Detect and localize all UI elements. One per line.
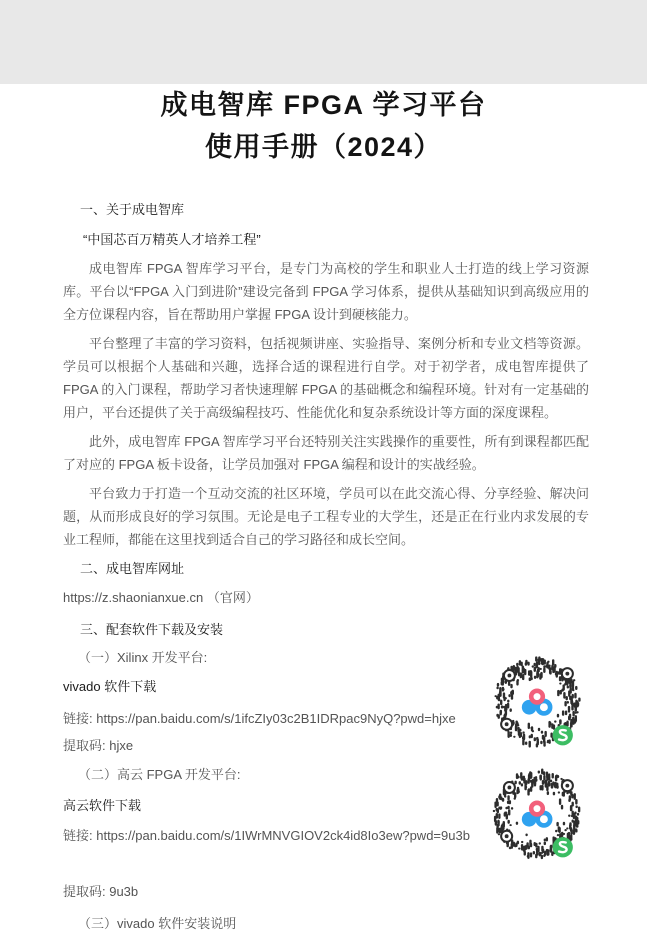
- paragraph-practice: 此外，成电智库 FPGA 智库学习平台还特别关注实践操作的重要性，所有到课程都匹配了对应的 FPGA 板卡设备，让学员加强对 FPGA 编程和设计的实战经验。: [63, 434, 589, 472]
- baidu-pan-qr-vivado: [491, 658, 583, 750]
- heading-software: 三、配套软件下载及安装: [80, 622, 224, 637]
- doc-title-line1: 成电智库 FPGA 学习平台: [160, 90, 487, 120]
- document-page: [0, 84, 647, 937]
- vivado-extract-code: 提取码: hjxe: [63, 738, 134, 753]
- baidu-pan-qr-gowin: [491, 770, 583, 862]
- doc-title: [0, 84, 647, 168]
- item-gowin-platform: （二）高云 FPGA 开发平台:: [78, 767, 241, 782]
- vivado-download-link[interactable]: 链接: https://pan.baidu.com/s/1ifcZIy03c2B1IDRpac9NyQ?pwd=hjxe: [63, 711, 456, 726]
- slogan-line: “中国芯百万精英人才培养工程”: [83, 232, 261, 247]
- paragraph-community: 平台致力于打造一个互动交流的社区环境，学员可以在此交流心得、分享经验、解决问题，从而形成良好的学习氛围。无论是电子工程专业的大学生，还是正在行业内求发展的专业工程师，都能在这里找到适合自己的学习路径和成长空间。: [63, 486, 589, 547]
- share-badge-icon: [553, 837, 573, 857]
- heading-about: 一、关于成电智库: [80, 202, 185, 217]
- gowin-download-link[interactable]: 链接: https://pan.baidu.com/s/1IWrMNVGIOV2ck4id8Io3ew?pwd=9u3b: [63, 828, 470, 843]
- share-badge-icon: [553, 725, 573, 745]
- qr-position-marker-icon: [501, 831, 512, 842]
- vivado-download-title: vivado 软件下载: [63, 679, 157, 694]
- paragraph-intro: 成电智库 FPGA 智库学习平台，是专门为高校的学生和职业人士打造的线上学习资源库。平台以“FPGA 入门到进阶”建设完备到 FPGA 学习体系，提供从基础知识到高级应用的全方位课程内容，旨在帮助用户掌握 FPGA 设计到硬核能力。: [63, 261, 589, 322]
- qr-position-marker-icon: [504, 782, 515, 793]
- official-site-link[interactable]: https://z.shaonianxue.cn （官网）: [63, 590, 259, 605]
- heading-website: 二、成电智库网址: [80, 561, 185, 576]
- gowin-extract-code: 提取码: 9u3b: [63, 884, 139, 899]
- paragraph-resources: 平台整理了丰富的学习资料，包括视频讲座、实验指导、案例分析和专业文档等资源。学员可以根据个人基础和兴趣，选择合适的课程进行自学。对于初学者，成电智库提供了 FPGA 的入门课程，帮助学习者快速理解 FPGA 的基础概念和编程环境。针对有一定基础的用户，平台还提供了关于高级编程技巧、性能优化和复杂系统设计等方面的深度课程。: [63, 336, 589, 420]
- qr-position-marker-icon: [562, 668, 573, 679]
- qr-position-marker-icon: [562, 780, 573, 791]
- qr-position-marker-icon: [501, 719, 512, 730]
- doc-title-line2: 使用手册（2024）: [204, 132, 443, 162]
- gowin-download-title: 高云软件下载: [63, 798, 142, 813]
- item-vivado-install-guide: （三）vivado 软件安装说明: [78, 916, 237, 931]
- qr-position-marker-icon: [504, 670, 515, 681]
- item-xilinx-platform: （一）Xilinx 开发平台:: [78, 650, 208, 665]
